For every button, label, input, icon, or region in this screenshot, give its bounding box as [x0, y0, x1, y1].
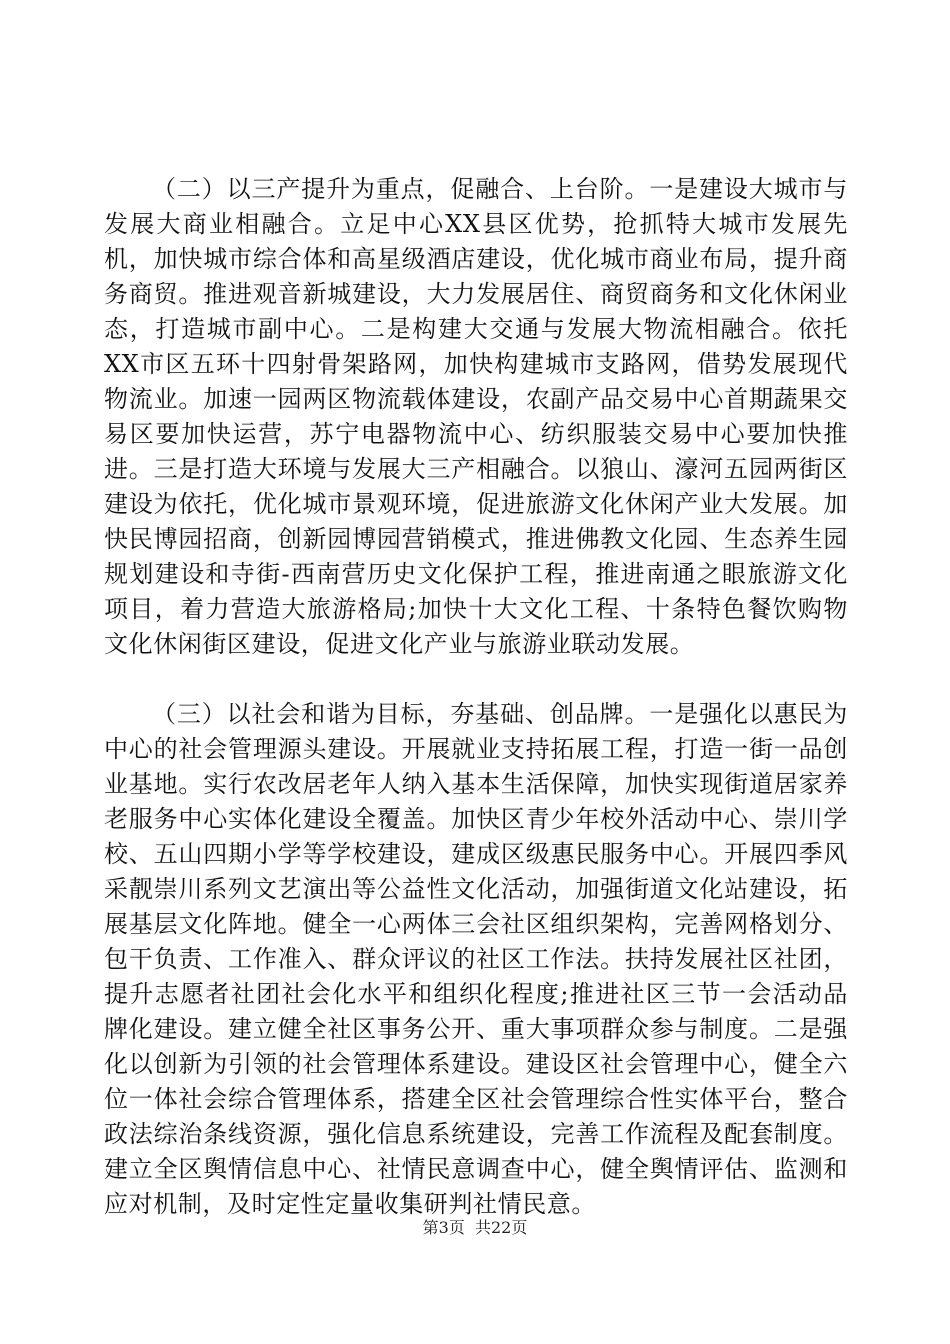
page-number-label: 第3页 共22页 [422, 1218, 528, 1237]
document-body [104, 172, 848, 1222]
paragraph-3: （三）以社会和谐为目标，夯基础、创品牌。一是强化以惠民为中心的社会管理源头建设。开展就业支持拓展工程，打造一街一品创业基地。实行农改居老年人纳入基本生活保障，加快实现街道居家养老服务中心实体化建设全覆盖。加快区青少年校外活动中心、崇川学校、五山四期小学等学校建设，建成区级惠民服务中心。开展四季风采靓崇川系列文艺演出等公益性文化活动，加强街道文化站建设，拓展基层文化阵地。健全一心两体三会社区组织架构，完善网格划分、包干负责、工作准入、群众评议的社区工作法。扶持发展社区社团，提升志愿者社团社会化水平和组织化程度;推进社区三节一会活动品牌化建设。建立健全社区事务公开、重大事项群众参与制度。二是强化以创新为引领的社会管理体系建设。建设区社会管理中心，健全六位一体社会综合管理体系，搭建全区社会管理综合性实体平台，整合政法综治条线资源，强化信息系统建设，完善工作流程及配套制度。建立全区舆情信息中心、社情民意调查中心，健全舆情评估、监测和应对机制，及时定性定量收集研判社情民意。 [104, 700, 848, 1218]
page-footer [0, 1215, 950, 1238]
paragraph-2: （二）以三产提升为重点，促融合、上台阶。一是建设大城市与发展大商业相融合。立足中心XX县区优势，抢抓特大城市发展先机，加快城市综合体和高星级酒店建设，优化城市商业布局，提升商务商贸。推进观音新城建设，大力发展居住、商贸商务和文化休闲业态，打造城市副中心。二是构建大交通与发展大物流相融合。依托XX市区五环十四射骨架路网，加快构建城市支路网，借势发展现代物流业。加速一园两区物流载体建设，农副产品交易中心首期蔬果交易区要加快运营，苏宁电器物流中心、纺织服装交易中心要加快推进。三是打造大环境与发展大三产相融合。以狼山、濠河五园两街区建设为依托，优化城市景观环境，促进旅游文化休闲产业大发展。加快民博园招商，创新园博园营销模式，推进佛教文化园、生态养生园规划建设和寺街-西南营历史文化保护工程，推进南通之眼旅游文化项目，着力营造大旅游格局;加快十大文化工程、十条特色餐饮购物文化休闲街区建设，促进文化产业与旅游业联动发展。 [104, 175, 848, 658]
